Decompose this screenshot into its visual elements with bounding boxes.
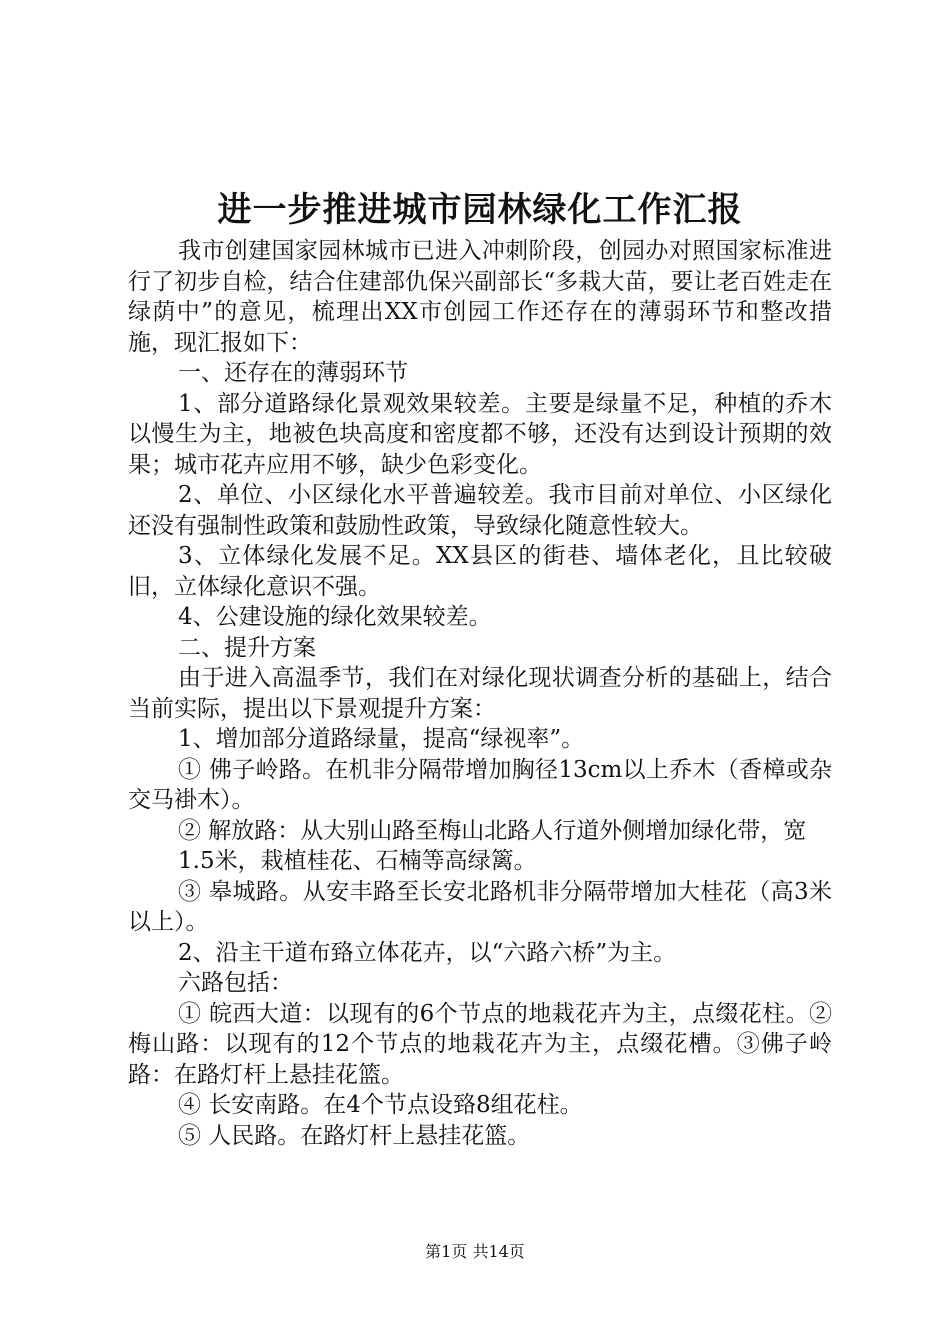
document-page	[128, 188, 832, 1151]
paragraph-weakness-4: 4、公建设施的绿化效果较差。	[178, 604, 492, 630]
paragraph-plan-1: 1、增加部分道路绿量，提高“绿视率”。	[178, 726, 585, 752]
paragraph-plan-1-c: ③ 皋城路。从安丰路至长安北路机非分隔带增加大桂花（高3米以上）。	[128, 878, 832, 935]
paragraph-roads-1-3: ① 皖西大道：以现有的6个节点的地栽花卉为主，点缀花柱。②梅山路：以现有的12个节点的地栽花卉为主，点缀花槽。③佛子岭路：在路灯杆上悬挂花篮。	[128, 1000, 832, 1088]
document-body	[128, 236, 832, 1151]
paragraph-road-5: ⑤ 人民路。在路灯杆上悬挂花篮。	[178, 1122, 531, 1149]
page-footer: 第1页 共14页	[425, 1242, 525, 1261]
paragraph-six-roads: 六路包括：	[178, 970, 293, 996]
paragraph-intro: 我市创建国家园林城市已进入冲刺阶段，创园办对照国家标准进行了初步自检，结合住建部仇保兴副部长“多栽大苗，要让老百姓走在绿荫中”的意见，梳理出XX市创园工作还存在的薄弱环节和整改措施，现汇报如下：	[128, 238, 832, 356]
paragraph-plan-1-b-cont: 1.5米，栽植桂花、石楠等高绿篱。	[178, 848, 537, 874]
paragraph-plan-1-b: ② 解放路：从大别山路至梅山北路人行道外侧增加绿化带，宽	[178, 817, 807, 844]
paragraph-weakness-3: 3、立体绿化发展不足。XX县区的街巷、墙体老化，且比较破旧，立体绿化意识不强。	[128, 543, 832, 600]
paragraph-weakness-2: 2、单位、小区绿化水平普遍较差。我市目前对单位、小区绿化还没有强制性政策和鼓励性政策，导致绿化随意性较大。	[128, 482, 832, 539]
paragraph-plan-1-a: ① 佛子岭路。在机非分隔带增加胸径13cm以上乔木（香樟或杂交马褂木）。	[128, 756, 832, 813]
paragraph-plan-2: 2、沿主干道布臵立体花卉，以“六路六桥”为主。	[178, 939, 677, 966]
paragraph-plan-intro: 由于进入高温季节，我们在对绿化现状调查分析的基础上，结合当前实际，提出以下景观提升方案：	[128, 665, 832, 722]
section-heading-plan: 二、提升方案	[178, 634, 316, 661]
section-heading-weaknesses: 一、还存在的薄弱环节	[178, 360, 408, 386]
paragraph-weakness-1: 1、部分道路绿化景观效果较差。主要是绿量不足，种植的乔木以慢生为主，地被色块高度和密度都不够，还没有达到设计预期的效果；城市花卉应用不够，缺少色彩变化。	[128, 390, 832, 478]
paragraph-road-4: ④ 长安南路。在4个节点设臵8组花柱。	[178, 1092, 583, 1118]
document-title: 进一步推进城市园林绿化工作汇报	[217, 190, 743, 230]
